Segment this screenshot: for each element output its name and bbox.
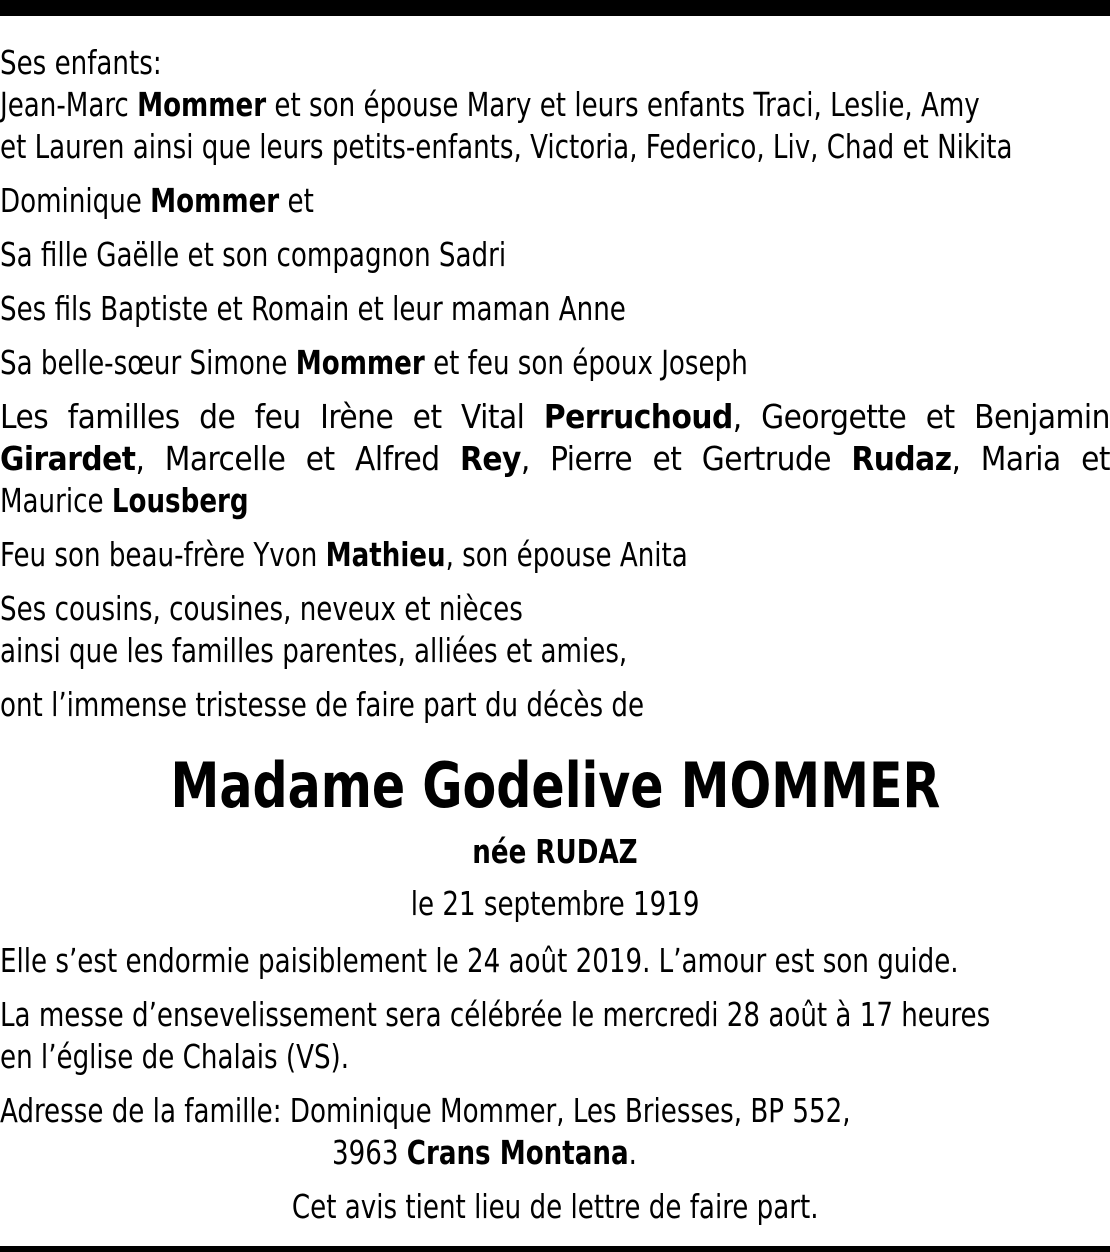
families-paragraph (0, 396, 1110, 522)
mass-line-2: en l’église de Chalais (VS). (0, 1037, 350, 1076)
cousins-line-1: Ses cousins, cousines, neveux et nièces (0, 589, 523, 628)
surname-mommer: Mommer (295, 343, 425, 382)
deceased-name: Madame Godelive MOMMER (170, 749, 940, 822)
announcement-line: ont l’immense tristesse de faire part du décès de (0, 685, 645, 724)
bottom-rule (0, 1246, 1110, 1252)
daughter-line: Sa fille Gaëlle et son compagnon Sadri (0, 235, 507, 274)
families-line-2: Girardet, Marcelle et Alfred Rey, Pierre et Gertrude Rudaz, Maria et (0, 439, 1110, 478)
maiden-name: née RUDAZ (472, 832, 638, 871)
mass-line-1: La messe d’ensevelissement sera célébrée le mercredi 28 août à 17 heures (0, 995, 991, 1034)
children-line-3: Dominique Mommer et (0, 181, 314, 220)
surname-girardet: Girardet (0, 439, 136, 478)
death-line: Elle s’est endormie paisiblement le 24 août 2019. L’amour est son guide. (0, 941, 959, 980)
children-line-1: Jean-Marc Mommer et son épouse Mary et leurs enfants Traci, Leslie, Amy (0, 85, 980, 124)
closing-line: Cet avis tient lieu de lettre de faire part. (291, 1187, 819, 1226)
brother-in-law-line: Feu son beau-frère Yvon Mathieu, son épouse Anita (0, 535, 688, 574)
surname-mommer: Mommer (137, 85, 267, 124)
families-line-1: Les familles de feu Irène et Vital Perruchoud, Georgette et Benjamin (0, 397, 1110, 436)
families-line-3: Maurice Lousberg (0, 481, 249, 520)
cousins-line-2: ainsi que les familles parentes, alliées et amies, (0, 631, 628, 670)
sister-in-law-line: Sa belle-sœur Simone Mommer et feu son époux Joseph (0, 343, 748, 382)
sons-line: Ses fils Baptiste et Romain et leur maman Anne (0, 289, 626, 328)
top-rule (0, 0, 1110, 16)
address-line-1: Adresse de la famille: Dominique Mommer, Les Briesses, BP 552, (0, 1091, 851, 1130)
intro-line: Ses enfants: (0, 43, 162, 82)
surname-mathieu: Mathieu (325, 535, 446, 574)
surname-rey: Rey (459, 439, 521, 478)
surname-lousberg: Lousberg (111, 481, 249, 520)
city-name: Crans Montana (406, 1133, 629, 1172)
surname-perruchoud: Perruchoud (543, 397, 733, 436)
birth-date: le 21 septembre 1919 (410, 884, 700, 923)
surname-rudaz: Rudaz (851, 439, 952, 478)
obituary-notice (0, 42, 1110, 1228)
surname-mommer: Mommer (150, 181, 280, 220)
children-line-2: et Lauren ainsi que leurs petits-enfants, Victoria, Federico, Liv, Chad et Nikita (0, 127, 1013, 166)
address-line-2: 3963 Crans Montana. (332, 1133, 637, 1172)
